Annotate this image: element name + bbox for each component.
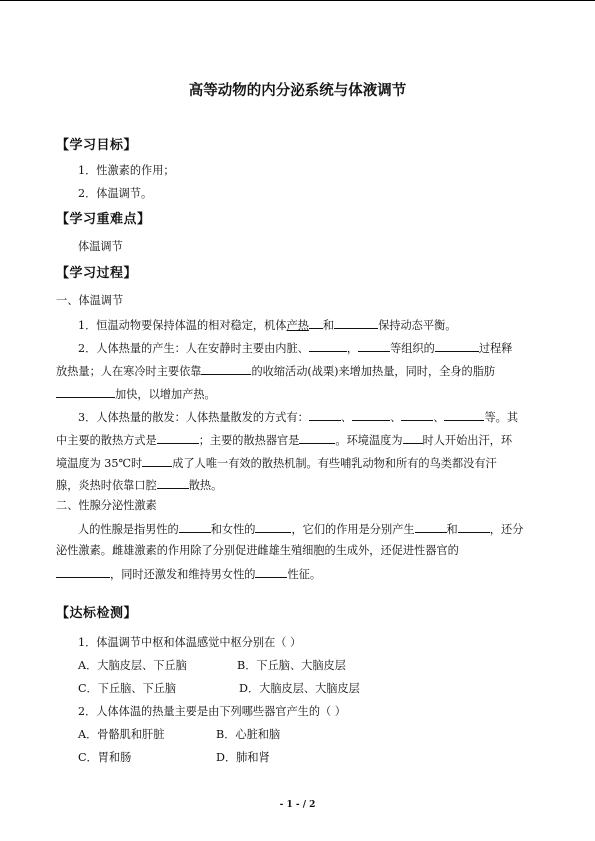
text: 等。其 [484, 411, 519, 424]
text: 、 [433, 411, 445, 424]
text: ，还分 [489, 523, 524, 536]
text: ；主要的散热器官是 [198, 434, 300, 447]
answer-blank [142, 455, 172, 467]
answer-blank [179, 521, 211, 533]
question-line: 泌性激素。雌雄激素的作用除了分别促进雌雄生殖细胞的生成外，还促进性器官的 [56, 544, 459, 557]
text: 放热量；人在寒冷时主要依靠 [56, 365, 202, 378]
question-line [56, 386, 216, 402]
text: ， [346, 342, 359, 355]
section-heading-test: 【达标检测】 [56, 606, 138, 621]
answer-blank [309, 409, 341, 421]
text: 加快，以增加产热。 [115, 388, 216, 401]
answer-blank [352, 409, 390, 421]
question-line [56, 432, 512, 448]
text: 、 [340, 411, 353, 424]
filled-answer: 产热 [286, 319, 309, 332]
text: 散热。 [188, 479, 223, 492]
text: 等组织的 [390, 342, 435, 355]
answer-blank [358, 340, 390, 352]
quiz-question-stem: 1．体温调节中枢和体温感觉中枢分别在（ ） [78, 636, 302, 649]
answer-blank [299, 432, 335, 444]
text: 2．人体热量的产生：人在安静时主要由内脏、 [78, 342, 309, 355]
answer-blank [309, 340, 347, 352]
text: 。环境温度为 [335, 434, 403, 447]
text: ，同时还激发和维持男女性的 [110, 568, 256, 581]
answer-blank [56, 386, 115, 398]
section-heading-key-points: 【学习重难点】 [56, 212, 151, 227]
question-line [56, 477, 222, 493]
answer-blank [157, 432, 199, 444]
page-number: - 1 - / 2 [279, 800, 316, 810]
quiz-option: B．下丘脑、大脑皮层 [237, 659, 346, 672]
answer-blank [157, 477, 189, 489]
part2-heading: 二、性腺分泌性激素 [56, 499, 157, 512]
quiz-option: B．心脏和脑 [216, 728, 281, 741]
answer-blank [255, 566, 287, 578]
quiz-option: A．大脑皮层、下丘脑 [78, 659, 187, 672]
quiz-option: D．肺和肾 [216, 751, 270, 764]
answer-blank [401, 409, 433, 421]
question-line [78, 409, 518, 425]
answer-blank [309, 317, 323, 329]
answer-blank [201, 363, 251, 375]
quiz-question-stem: 2．人体体温的热量主要是由下列哪些器官产生的（ ） [78, 705, 346, 718]
text: 中主要的散热方式是 [56, 434, 157, 447]
section-heading-goals: 【学习目标】 [56, 138, 138, 153]
answer-blank [255, 521, 291, 533]
answer-blank [56, 566, 110, 578]
section-heading-process: 【学习过程】 [56, 266, 138, 281]
question-line [56, 363, 495, 379]
answer-blank [435, 340, 479, 352]
question-line [78, 317, 456, 333]
answer-blank [403, 432, 423, 444]
text: 时人开始出汗，环 [422, 434, 513, 447]
quiz-option: C．下丘脑、下丘脑 [78, 682, 177, 695]
text: 、 [390, 411, 402, 424]
question-line [56, 566, 321, 582]
text: 人的性腺是指男性的 [78, 523, 179, 536]
text: ，它们的作用是分别产生 [291, 523, 415, 536]
answer-blank [444, 409, 484, 421]
goal-item: 1．性激素的作用； [78, 164, 175, 177]
text: 的收缩活动(战栗)来增加热量，同时，全身的脂肪 [251, 365, 496, 378]
text: 性征。 [287, 568, 322, 581]
question-line [56, 455, 497, 471]
text: 和 [446, 523, 458, 536]
quiz-option: A．骨骼肌和肝脏 [78, 728, 165, 741]
answer-blank [415, 521, 447, 533]
answer-blank [334, 317, 378, 329]
key-point-text: 体温调节 [78, 240, 123, 253]
text: 过程释 [478, 342, 513, 355]
text: 3．人体热量的散发：人体热量散发的方式有： [78, 411, 309, 424]
answer-blank [458, 521, 490, 533]
question-line [78, 521, 523, 537]
text: 和女性的 [210, 523, 256, 536]
text: 保持动态平衡。 [378, 319, 457, 332]
text: 和 [322, 319, 335, 332]
text: 1．恒温动物要保持体温的相对稳定，机体 [78, 319, 287, 332]
text: 腺，炎热时依靠口腔 [56, 479, 157, 492]
question-line [78, 340, 512, 356]
document-title: 高等动物的内分泌系统与体液调节 [188, 82, 407, 99]
part1-heading: 一、体温调节 [56, 294, 124, 307]
quiz-option: D．大脑皮层、大脑皮层 [239, 682, 360, 695]
goal-item: 2．体温调节。 [78, 187, 153, 200]
text: 成了人唯一有效的散热机制。有些哺乳动物和所有的鸟类都没有汗 [172, 457, 497, 470]
quiz-option: C．胃和肠 [78, 751, 132, 764]
text: 境温度为 35℃时 [56, 457, 143, 470]
